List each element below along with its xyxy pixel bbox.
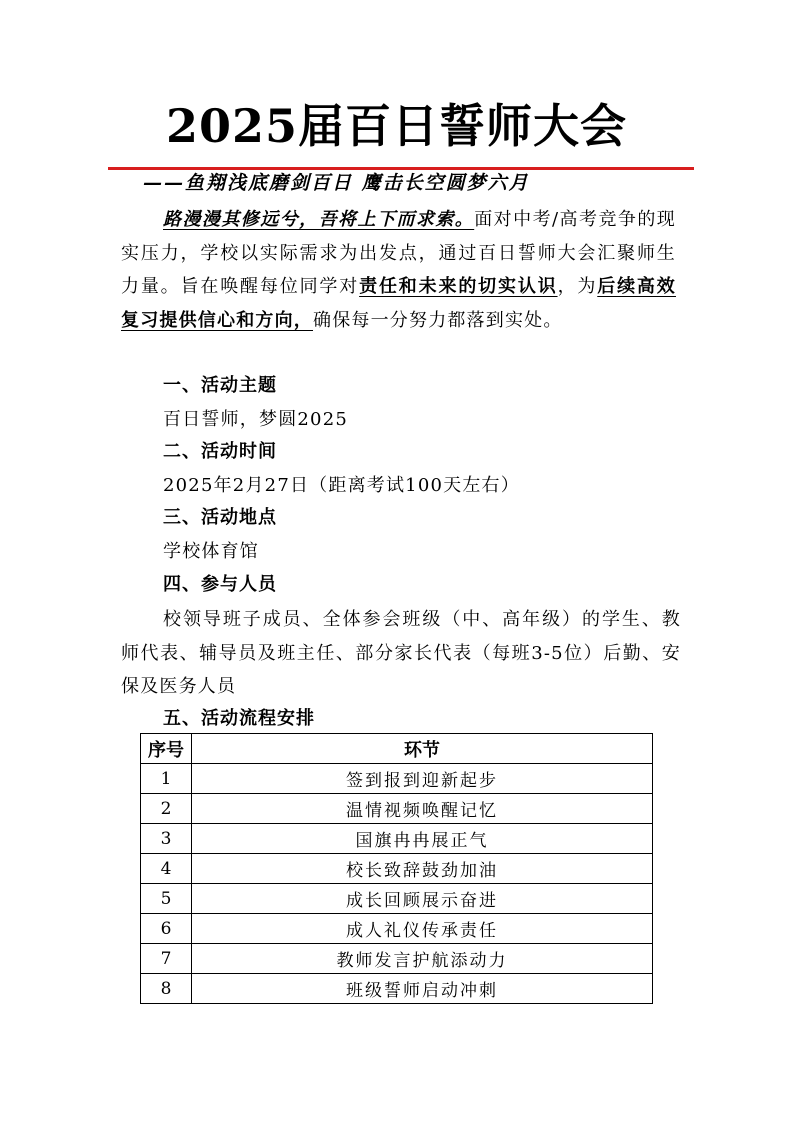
section-heading-theme: 一、活动主题	[163, 375, 277, 396]
section-content-location: 学校体育馆	[163, 541, 259, 562]
section-heading-time: 二、活动时间	[163, 441, 277, 462]
section-heading-schedule: 五、活动流程安排	[163, 708, 315, 729]
intro-text-3: 确保每一分努力都落到实处。	[313, 309, 563, 331]
row-number: 2	[141, 794, 192, 824]
row-number: 8	[141, 974, 192, 1004]
row-step: 签到报到迎新起步	[192, 764, 653, 794]
row-number: 6	[141, 914, 192, 944]
schedule-table-header	[141, 734, 653, 764]
row-step: 班级誓师启动冲刺	[192, 974, 653, 1004]
row-number: 5	[141, 884, 192, 914]
document-title: 2025届百日誓师大会	[165, 99, 628, 153]
table-row	[141, 974, 653, 1004]
section-heading-location: 三、活动地点	[163, 507, 277, 528]
column-header-number: 序号	[141, 734, 192, 764]
row-number: 4	[141, 854, 192, 884]
intro-quote: 路漫漫其修远兮，吾将上下而求索。	[163, 209, 475, 230]
intro-emphasis-1: 责任和未来的切实认识	[359, 276, 558, 297]
row-step: 温情视频唤醒记忆	[192, 794, 653, 824]
intro-emphasis-2: 后续高效复习提供信心和方向，	[121, 276, 676, 331]
document-subtitle: ——鱼翔浅底磨剑百日 鹰击长空圆梦六月	[143, 172, 530, 194]
section-content-time: 2025年2月27日（距离考试100天左右）	[163, 475, 520, 496]
row-step: 校长致辞鼓劲加油	[192, 854, 653, 884]
table-row	[141, 824, 653, 854]
row-step: 成长回顾展示奋进	[192, 884, 653, 914]
row-step: 成人礼仪传承责任	[192, 914, 653, 944]
intro-text-1: 面对中考/高考竞争的现实压力，学校以实际需求为出发点，通过百日誓师大会汇聚师生力量。旨在唤醒每位同学对	[121, 209, 676, 297]
table-row	[141, 794, 653, 824]
intro-text-2: ，为	[557, 276, 598, 297]
row-number: 1	[141, 764, 192, 794]
row-number: 7	[141, 944, 192, 974]
table-row	[141, 854, 653, 884]
table-row	[141, 764, 653, 794]
section-heading-participants: 四、参与人员	[163, 574, 277, 595]
row-step: 国旗冉冉展正气	[192, 824, 653, 854]
intro-paragraph	[121, 203, 676, 337]
row-step: 教师发言护航添动力	[192, 944, 653, 974]
section-content-participants: 校领导班子成员、全体参会班级（中、高年级）的学生、教师代表、辅导员及班主任、部分家长代表（每班3-5位）后勤、安保及医务人员	[121, 609, 681, 697]
table-row	[141, 944, 653, 974]
row-number: 3	[141, 824, 192, 854]
table-row	[141, 914, 653, 944]
section-content-theme: 百日誓师，梦圆2025	[163, 409, 349, 430]
table-row	[141, 884, 653, 914]
schedule-table	[140, 733, 653, 1004]
column-header-step: 环节	[192, 734, 653, 764]
